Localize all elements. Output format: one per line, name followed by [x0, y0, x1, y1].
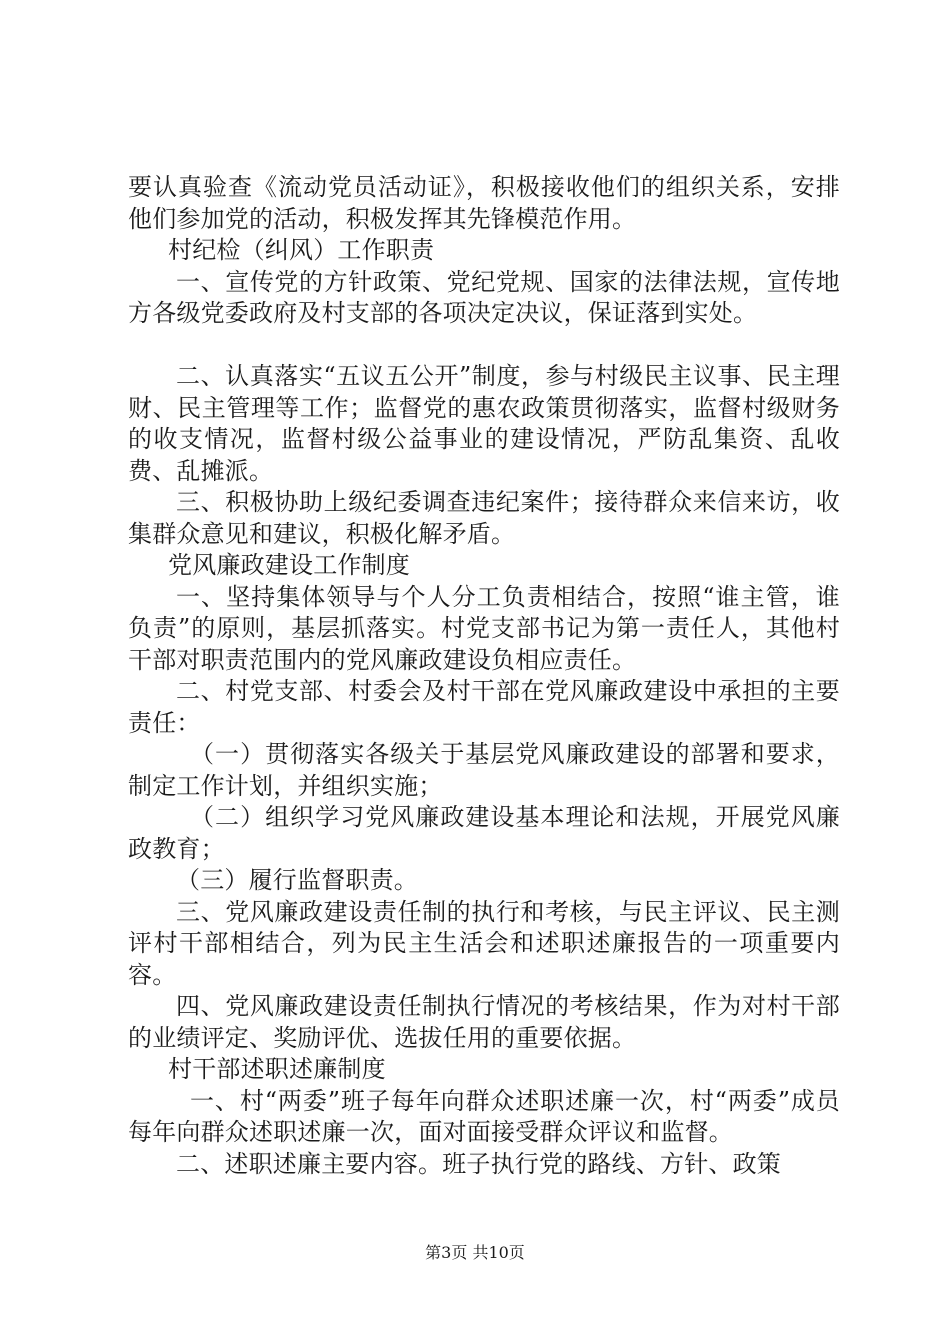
section-heading-integrity-system: 党风廉政建设工作制度 — [168, 551, 410, 579]
paragraph-integrity-sub-2: （二）组织学习党风廉政建设基本理论和法规，开展党风廉政教育； — [128, 803, 840, 863]
paragraph-integrity-item-2: 二、村党支部、村委会及村干部在党风廉政建设中承担的主要责任： — [128, 677, 840, 737]
section-heading-report-system: 村干部述职述廉制度 — [168, 1055, 386, 1083]
paragraph-integrity-item-1: 一、坚持集体领导与个人分工负责相结合，按照“谁主管，谁负责”的原则，基层抓落实。村党支部书记为第一责任人，其他村干部对职责范围内的党风廉政建设负相应责任。 — [128, 582, 840, 674]
document-body — [128, 172, 840, 1180]
paragraph-discipline-item-1: 一、宣传党的方针政策、党纪党规、国家的法律法规，宣传地方各级党委政府及村支部的各项决定决议，保证落到实处。 — [128, 267, 840, 327]
paragraph-continuation: 要认真验查《流动党员活动证》，积极接收他们的组织关系，安排他们参加党的活动，积极发挥其先锋模范作用。 — [128, 173, 840, 233]
section-heading-discipline-duties: 村纪检（纠风）工作职责 — [168, 236, 435, 264]
paragraph-report-item-2: 二、述职述廉主要内容。班子执行党的路线、方针、政策 — [176, 1149, 781, 1178]
page-number-footer: 第3页 共10页 — [425, 1243, 525, 1262]
paragraph-integrity-sub-1: （一）贯彻落实各级关于基层党风廉政建设的部署和要求，制定工作计划，并组织实施； — [128, 740, 840, 800]
paragraph-integrity-sub-3: （三）履行监督职责。 — [176, 866, 418, 894]
blank-line — [128, 330, 840, 362]
paragraph-integrity-item-3: 三、党风廉政建设责任制的执行和考核，与民主评议、民主测评村干部相结合，列为民主生活会和述职述廉报告的一项重要内容。 — [128, 897, 840, 989]
paragraph-discipline-item-3: 三、积极协助上级纪委调查违纪案件；接待群众来信来访，收集群众意见和建议，积极化解矛盾。 — [128, 488, 840, 548]
paragraph-report-item-1: 一、村“两委”班子每年向群众述职述廉一次，村“两委”成员每年向群众述职述廉一次，面对面接受群众评议和监督。 — [128, 1086, 840, 1146]
paragraph-discipline-item-2: 二、认真落实“五议五公开”制度，参与村级民主议事、民主理财、民主管理等工作；监督党的惠农政策贯彻落实，监督村级财务的收支情况，监督村级公益事业的建设情况，严防乱集资、乱收费、乱摊派。 — [128, 362, 840, 485]
paragraph-integrity-item-4: 四、党风廉政建设责任制执行情况的考核结果，作为对村干部的业绩评定、奖励评优、选拔任用的重要依据。 — [128, 992, 840, 1052]
